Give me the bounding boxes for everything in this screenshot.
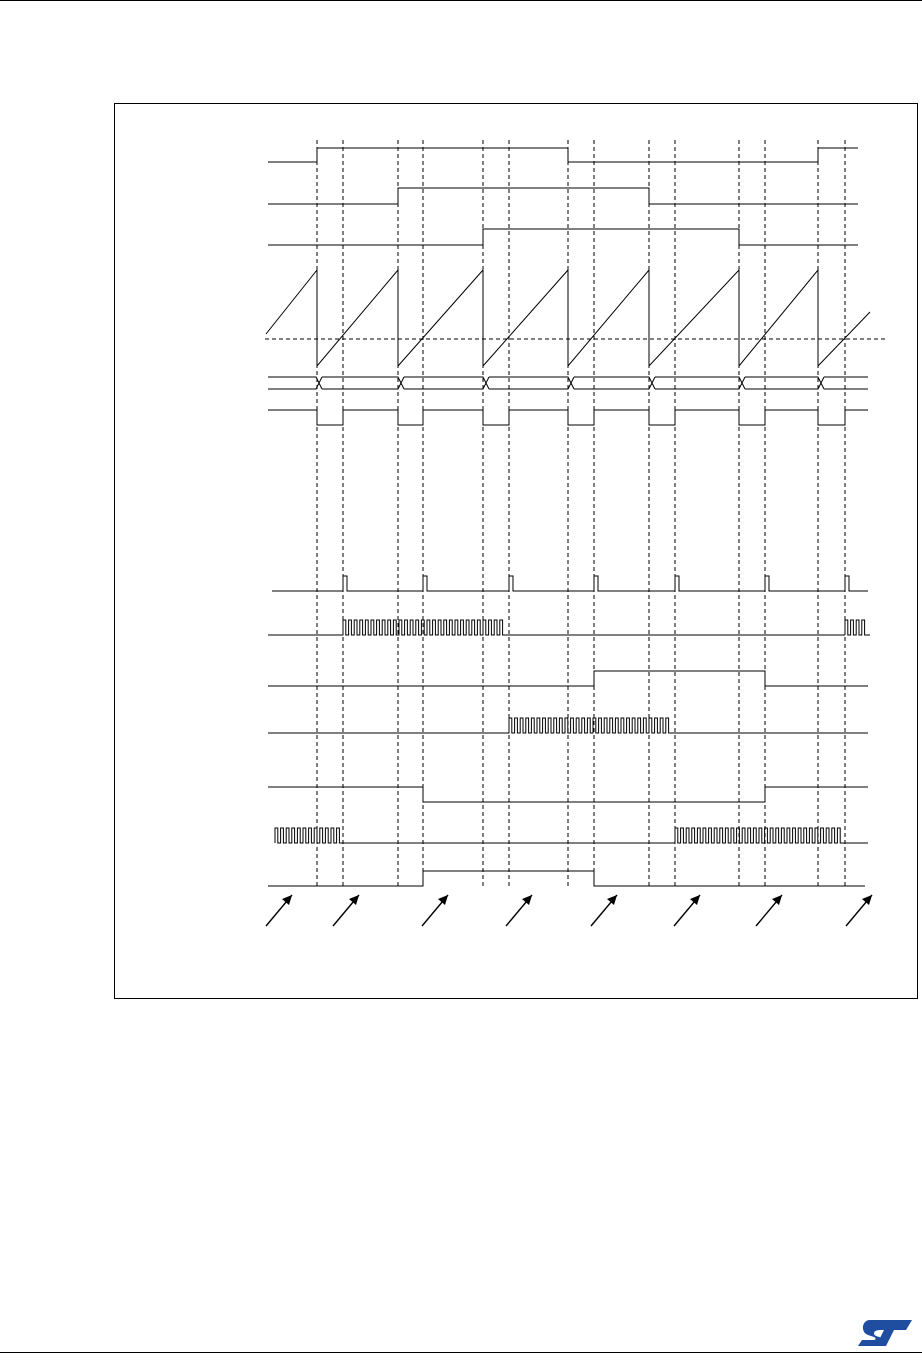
pulse-signal [272,576,868,591]
signal-13 [268,871,865,886]
signal-3 [268,229,858,245]
event-arrow-8 [846,895,872,926]
event-arrow-2 [333,895,359,926]
sawtooth-signal [266,270,870,366]
event-arrow-1 [266,895,292,926]
clock-gated-signal-c [275,828,868,843]
st-logo-icon [856,1318,914,1348]
event-arrow-3 [422,895,448,926]
clock-gated-signal-b [268,718,868,733]
clock-gated-signal-a [268,620,870,635]
event-arrow-5 [591,895,617,926]
event-arrow-4 [506,895,532,926]
signal-1 [268,148,858,162]
event-arrow-7 [756,895,782,926]
signal-2 [268,188,858,204]
signal-6 [268,410,868,425]
event-arrow-6 [674,895,700,926]
footer-rule [0,1352,922,1353]
event-arrows [266,895,872,926]
time-guides [317,140,845,888]
